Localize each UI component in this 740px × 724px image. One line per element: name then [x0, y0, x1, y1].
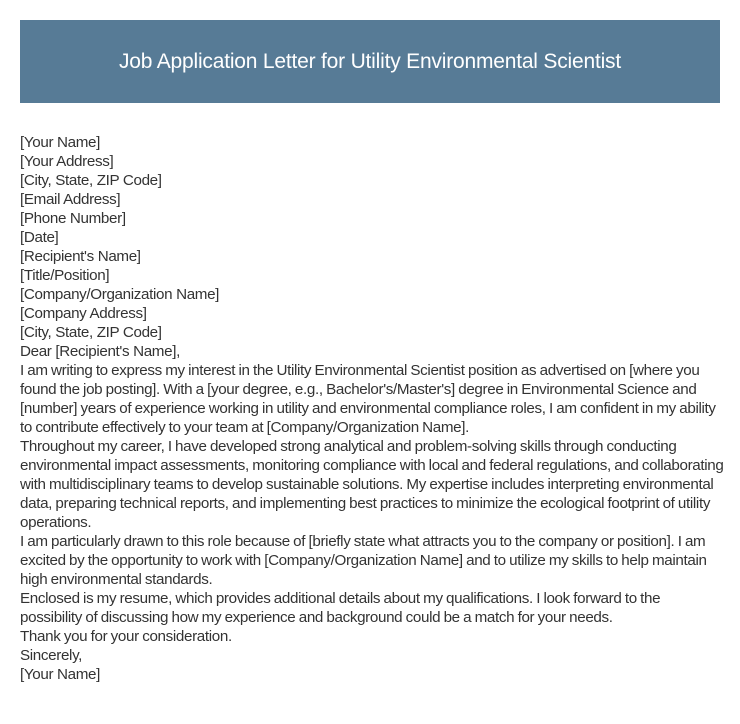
recipient-title: [Title/Position]	[20, 267, 110, 284]
body-paragraph-motivation: I am particularly drawn to this role because of [briefly state what attracts you to the company or position]. I am excited by the opportunity to work with [Company/Organization Name] and to utilize my skills to help maintain high environmental standards.	[20, 533, 707, 588]
body-paragraph-enclosure: Enclosed is my resume, which provides additional details about my qualifications. I look forward to the possibility of discussing how my experience and background could be a match for your needs.	[20, 590, 661, 626]
sender-name: [Your Name]	[20, 134, 101, 151]
sender-address: [Your Address]	[20, 153, 114, 170]
sender-phone: [Phone Number]	[20, 210, 126, 227]
signature: [Your Name]	[20, 666, 101, 683]
closing: Sincerely,	[20, 647, 83, 664]
page-header	[20, 20, 720, 103]
letter-date: [Date]	[20, 229, 59, 246]
salutation: Dear [Recipient's Name],	[20, 343, 180, 360]
body-paragraph-experience: Throughout my career, I have developed strong analytical and problem-solving skills through conducting environmental impact assessments, monitoring compliance with local and federal regulations, and collaborating with multidisciplinary teams to develop sustainable solutions. My expertise includes interpreting environmental data, preparing technical reports, and implementing best practices to minimize the ecological footprint of utility operations.	[20, 438, 724, 531]
sender-email: [Email Address]	[20, 191, 121, 208]
recipient-company: [Company/Organization Name]	[20, 286, 220, 303]
page-title: Job Application Letter for Utility Environmental Scientist	[119, 49, 621, 73]
sender-city-state-zip: [City, State, ZIP Code]	[20, 172, 162, 189]
body-paragraph-intro: I am writing to express my interest in the Utility Environmental Scientist position as advertised on [where you found the job posting]. With a [your degree, e.g., Bachelor's/Master's] degree in Environmental Science and [number] years of experience working in utility and environmental compliance roles, I am confident in my ability to contribute effectively to your team at [Company/Organization Name].	[20, 362, 716, 436]
recipient-city-state-zip: [City, State, ZIP Code]	[20, 324, 162, 341]
recipient-address: [Company Address]	[20, 305, 147, 322]
body-paragraph-thanks: Thank you for your consideration.	[20, 628, 232, 645]
letter-body	[20, 133, 725, 684]
recipient-name: [Recipient's Name]	[20, 248, 141, 265]
